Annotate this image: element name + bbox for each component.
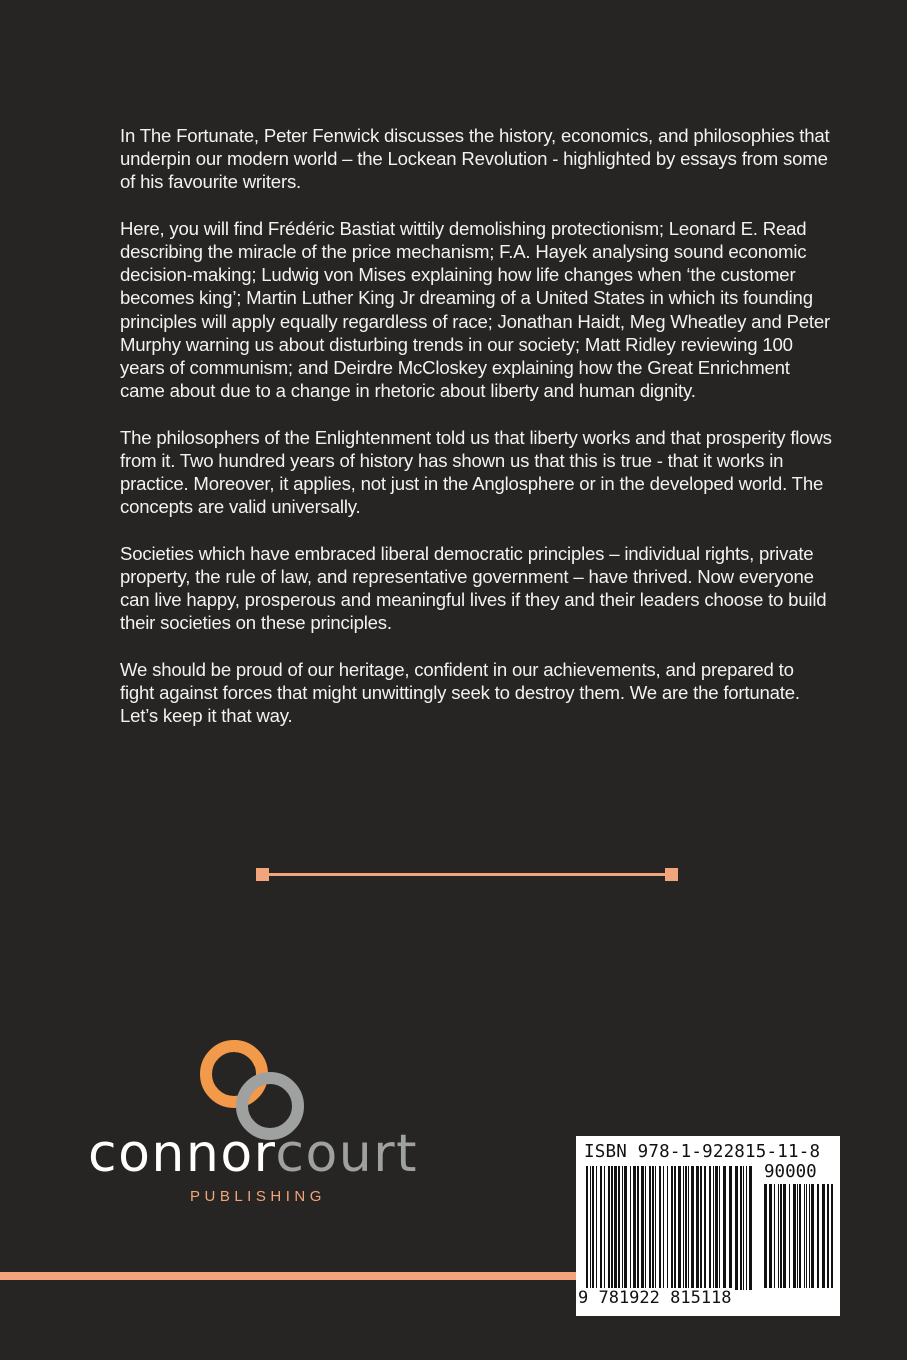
barcode-bar: [806, 1184, 807, 1288]
barcode-bar: [827, 1184, 829, 1288]
barcode-bar: [719, 1166, 720, 1290]
barcode-bar: [709, 1166, 711, 1290]
back-cover-blurb: [120, 124, 832, 750]
barcode-bar: [749, 1166, 752, 1290]
barcode-bar: [659, 1166, 661, 1290]
wordmark-court: court: [275, 1124, 419, 1184]
divider-cap-left: [256, 868, 269, 881]
barcode-bar: [586, 1166, 588, 1290]
barcode-bar: [608, 1166, 610, 1290]
barcode-bar: [655, 1166, 656, 1290]
divider-cap-right: [665, 868, 678, 881]
barcode-bar: [622, 1166, 623, 1290]
isbn-number: ISBN 978-1-922815-11-8: [584, 1142, 821, 1162]
barcode-bar: [729, 1166, 732, 1290]
blurb-paragraph-1: In The Fortunate, Peter Fenwick discusses the history, economics, and philosophies that underpin our modern world – the Lockean Revolution - highlighted by essays from some of his favourite writers.: [120, 125, 830, 193]
publisher-wordmark: [88, 1124, 418, 1184]
barcode-bar: [691, 1166, 694, 1290]
barcode-bar: [590, 1166, 591, 1290]
blurb-paragraph-3: The philosophers of the Enlightenment told us that liberty works and that prosperity flows from it. Two hundred years of history has shown us that this is true - that it works in practice. Moreover, it applies, not just in the Anglosphere or in the developed world. The concepts are valid universally.: [120, 426, 832, 518]
barcode-bar: [604, 1166, 605, 1290]
barcode-bar: [789, 1184, 790, 1288]
barcode-bar: [769, 1184, 772, 1288]
barcode-bar: [797, 1184, 798, 1288]
barcode-bar: [683, 1166, 684, 1290]
ean-bars: [586, 1166, 754, 1294]
barcode-bar: [592, 1166, 594, 1290]
barcode-bar: [637, 1166, 639, 1290]
barcode-bar: [618, 1166, 620, 1290]
barcode-bar: [715, 1166, 718, 1290]
barcode-bar: [723, 1166, 726, 1290]
barcode-bar: [799, 1184, 801, 1288]
barcode-bar: [822, 1184, 825, 1288]
barcode-bar: [663, 1166, 664, 1290]
barcode-bar: [630, 1166, 631, 1290]
addon-bars: [764, 1184, 834, 1290]
barcode-bar: [685, 1166, 687, 1290]
bottom-accent-band: [0, 1272, 600, 1280]
publisher-subtitle: PUBLISHING: [190, 1188, 326, 1205]
barcode-bar: [641, 1166, 644, 1290]
barcode-bar: [600, 1166, 602, 1290]
barcode-bar: [652, 1166, 654, 1290]
ean-digits: 9 781922 815118: [578, 1288, 732, 1308]
barcode-bar: [746, 1166, 747, 1290]
wordmark-connor: connor: [88, 1124, 276, 1184]
barcode-bar: [667, 1166, 668, 1290]
barcode-bar: [817, 1184, 819, 1288]
barcode-bar: [611, 1166, 613, 1290]
barcode-bar: [704, 1166, 706, 1290]
barcode-bar: [624, 1166, 627, 1290]
barcode-bar: [764, 1184, 767, 1288]
barcode-bar: [614, 1166, 617, 1290]
barcode-bar: [735, 1166, 738, 1290]
barcode-bar: [633, 1166, 636, 1290]
barcode-bar: [688, 1166, 689, 1290]
barcode-bar: [713, 1166, 714, 1290]
barcode-bar: [645, 1166, 646, 1290]
decorative-divider: [256, 868, 678, 881]
barcode-bar: [811, 1184, 814, 1288]
barcode-bar: [793, 1184, 796, 1288]
barcode-bar: [740, 1166, 742, 1290]
price-code: 90000: [764, 1162, 817, 1182]
barcode-bar: [696, 1166, 699, 1290]
blurb-paragraph-5: We should be proud of our heritage, confident in our achievements, and prepared to fight against forces that might unwittingly seek to destroy them. We are the fortunate. Let’s keep it that way.: [120, 658, 800, 727]
barcode-bar: [671, 1166, 673, 1290]
barcode-bar: [674, 1166, 676, 1290]
barcode-bar: [774, 1184, 775, 1288]
barcode-bar: [809, 1184, 810, 1288]
barcode-bar: [783, 1184, 786, 1288]
barcode-bar: [743, 1166, 744, 1290]
divider-line: [264, 873, 670, 876]
blurb-paragraph-4: Societies which have embraced liberal democratic principles – individual rights, private property, the rule of law, and representative government – have thrived. Now everyone can live happy, prosperous and meaningful lives if they and their leaders choose to build their societies on these principles.: [120, 542, 827, 634]
barcode-bar: [780, 1184, 782, 1288]
blurb-paragraph-2: Here, you will find Frédéric Bastiat wittily demolishing protectionism; Leonard E. Read describing the miracle of the price mechanism; F.A. Hayek analysing sound economic decision-making; Ludwig von Mises explaining how life changes when ‘the customer becomes king’; Martin Luther King Jr dreaming of a United States in which its founding principles will apply equally regardless of race; Jonathan Haidt, Meg Wheatley and Peter Murphy warning us about disturbing trends in our society; Matt Ridley reviewing 100 years of communism; and Deirdre McCloskey explaining how the Great Enrichment came about due to a change in rhetoric about liberty and human dignity.: [120, 217, 831, 402]
barcode-bar: [678, 1166, 681, 1290]
barcode-bar: [778, 1184, 779, 1288]
isbn-barcode: [576, 1136, 840, 1316]
barcode-bar: [596, 1166, 597, 1290]
barcode-bar: [831, 1184, 833, 1288]
barcode-bar: [649, 1166, 651, 1290]
barcode-bar: [700, 1166, 702, 1290]
barcode-bar: [804, 1184, 805, 1288]
